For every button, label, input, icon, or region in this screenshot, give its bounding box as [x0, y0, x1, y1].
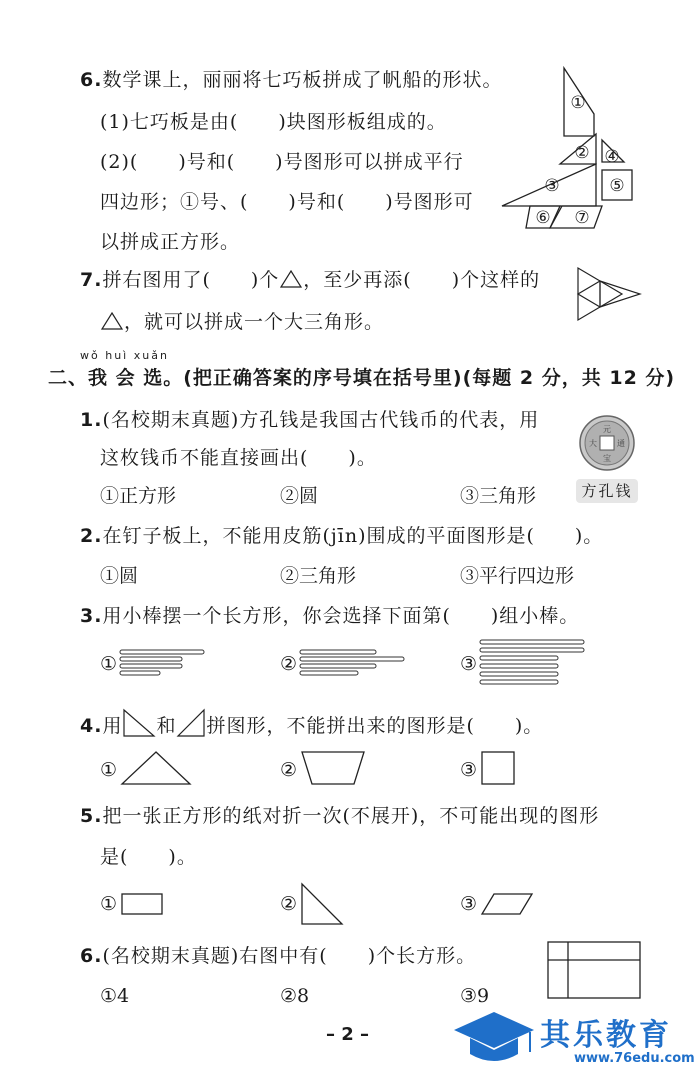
option-2[interactable]: ②圆 [280, 485, 319, 507]
q7-line1 [80, 268, 540, 292]
q6-part1: (1)七巧板是由( )块图形板组成的。 [100, 111, 447, 133]
option-3[interactable]: ③ [460, 653, 478, 675]
option-2[interactable]: ②8 [280, 985, 310, 1007]
q7-line2 [100, 310, 384, 334]
option-1[interactable]: ①4 [100, 985, 130, 1007]
question-text: 用 [102, 715, 123, 737]
s3-line1 [80, 604, 579, 628]
stick-group-3 [478, 638, 588, 688]
option-2[interactable]: ② [280, 653, 298, 675]
option-1[interactable]: ①圆 [100, 565, 139, 587]
option-triangle-shape [120, 750, 192, 786]
question-number: 7. [80, 269, 103, 291]
q6-part2-line2: 四边形；①号、( )号和( )号图形可 [100, 191, 474, 213]
question-text: 把一张正方形的纸对折一次(不展开)，不可能出现的图形 [102, 805, 600, 827]
rectangle-grid-figure [546, 940, 642, 1000]
s5-line1 [80, 804, 599, 828]
question-text: (名校期末真题)方孔钱是我国古代钱币的代表，用 [102, 409, 540, 431]
question-text: 数学课上，丽丽将七巧板拼成了帆船的形状。 [102, 69, 503, 91]
question-text: 拼图形，不能拼出来的图形是( )。 [206, 715, 544, 737]
option-3[interactable]: ③平行四边形 [460, 565, 575, 587]
q6-part2-line3: 以拼成正方形。 [100, 231, 241, 253]
question-text: 拼右图用了( )个 [102, 269, 280, 291]
section-title: 二、我 会 选。(把正确答案的序号填在括号里)(每题 2 分，共 12 分) [48, 367, 676, 389]
question-number: 4. [80, 715, 103, 737]
option-3[interactable]: ③三角形 [460, 485, 537, 507]
small-triangle-icon [279, 269, 303, 289]
tangram-label-6: ⑥ [535, 208, 551, 228]
option-parallelogram-shape [480, 892, 534, 916]
question-text: ，至少再添( )个这样的 [303, 269, 541, 291]
question-text: (名校期末真题)右图中有( )个长方形。 [102, 945, 477, 967]
tangram-sailboat-figure [498, 66, 644, 232]
option-right-triangle-shape [300, 882, 344, 926]
s1-line1 [80, 408, 539, 432]
section-pinyin: wǒ huì xuǎn [80, 349, 169, 362]
question-number: 1. [80, 409, 103, 431]
s5-line2: 是( )。 [100, 846, 197, 868]
coin-icon [578, 414, 636, 472]
s2-line1 [80, 524, 603, 548]
right-triangle-a-icon [122, 708, 156, 738]
stick-group-1 [118, 648, 208, 676]
triangle-pattern-figure [576, 266, 642, 322]
s6-line1 [80, 944, 476, 968]
small-triangle-icon [100, 311, 124, 331]
tangram-label-4: ④ [604, 147, 620, 167]
svg-text:元: 元 [603, 425, 611, 434]
question-text: ，就可以拼成一个大三角形。 [124, 311, 385, 333]
s4-line1 [80, 708, 543, 738]
option-3[interactable]: ③9 [460, 985, 490, 1007]
tangram-label-3: ③ [544, 176, 560, 196]
option-trapezoid-shape [300, 750, 366, 786]
watermark-url: www.76edu.com [574, 1051, 695, 1066]
right-triangle-b-icon [176, 708, 206, 738]
q6-stem [80, 68, 502, 92]
q6-part2-line1: (2)( )号和( )号图形可以拼成平行 [100, 151, 464, 173]
question-number: 6. [80, 69, 103, 91]
svg-text:大: 大 [589, 439, 597, 448]
option-1[interactable]: ① [100, 759, 118, 781]
stick-group-2 [298, 648, 408, 676]
option-rectangle-shape [120, 892, 164, 916]
question-text: 和 [156, 715, 177, 737]
question-text: 在钉子板上，不能用皮筋(jīn)围成的平面图形是( )。 [102, 525, 604, 547]
option-2[interactable]: ②三角形 [280, 565, 357, 587]
page-number: – 2 – [326, 1024, 370, 1045]
option-square-shape [480, 750, 516, 786]
tangram-label-2: ② [574, 143, 590, 163]
option-1[interactable]: ① [100, 893, 118, 915]
option-2[interactable]: ② [280, 759, 298, 781]
watermark-name: 其乐教育 [540, 1018, 672, 1053]
graduation-cap-icon [452, 1008, 536, 1070]
tangram-label-1: ① [570, 93, 586, 113]
coin-caption: 方孔钱 [576, 479, 638, 503]
svg-text:通: 通 [617, 439, 625, 448]
option-3[interactable]: ③ [460, 759, 478, 781]
question-number: 6. [80, 945, 103, 967]
tangram-label-7: ⑦ [574, 208, 590, 228]
question-text: 用小棒摆一个长方形，你会选择下面第( )组小棒。 [102, 605, 580, 627]
option-3[interactable]: ③ [460, 893, 478, 915]
question-number: 5. [80, 805, 103, 827]
option-2[interactable]: ② [280, 893, 298, 915]
option-1[interactable]: ① [100, 653, 118, 675]
option-1[interactable]: ①正方形 [100, 485, 177, 507]
question-number: 3. [80, 605, 103, 627]
s1-line2: 这枚钱币不能直接画出( )。 [100, 447, 377, 469]
svg-text:宝: 宝 [603, 454, 611, 463]
question-number: 2. [80, 525, 103, 547]
tangram-label-5: ⑤ [609, 176, 625, 196]
